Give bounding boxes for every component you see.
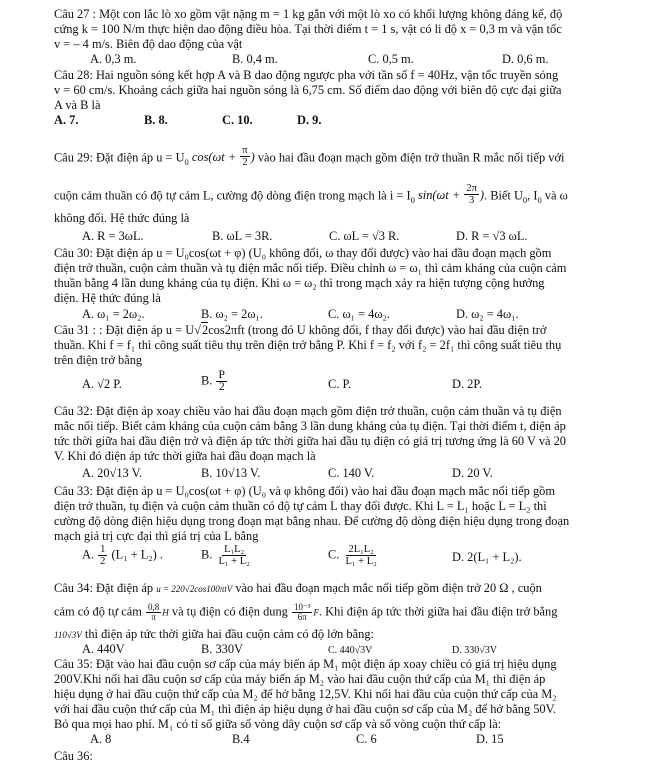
q33-option-a: A. $\frac{1}{2}$ (L₁ + L₂) . (82, 544, 163, 567)
q31-sqrt2: √2 (194, 323, 209, 337)
q30-option-c: C. ω₁ = 4ω₂. (328, 307, 390, 321)
q32-line2: mắc nối tiếp. Biết cảm kháng của cuộn cảm bằng 3 lần dung kháng của tụ điện. Tại thời điểm t, điện áp (54, 419, 566, 433)
q33-option-b: B. $\frac{\text{L₁L₂}}{\text{L₁ + L₂}}$ (201, 544, 250, 567)
q32-option-b: B. 10√13 V. (201, 466, 261, 480)
q33-line3: cường độ dòng điện hiệu dụng trong đoạn mạt bằng nhau. Để cường độ dòng điện hiệu dụng trong đoạn (54, 514, 570, 528)
q32-line1: Câu 32: Đặt điện áp xoay chiều vào hai đầu đoạn mạch gồm điện trở thuần, cuộn cảm thuần và tụ điện (54, 404, 562, 418)
q27-option-d: D. 0,6 m. (502, 52, 549, 66)
q32-line4: V. Khi đó điện áp tức thời giữa hai đầu đoạn mạch là (54, 449, 316, 463)
q29-line2: cuộn cảm thuần có độ tự cảm L, cường độ dòng điện trong mạch là $i = I_0$ sin(ωt + $\frac{2\pi}{3}$ ). Biết $U_0$, $I_0$ và ω (54, 183, 568, 206)
q27-option-c: C. 0,5 m. (368, 52, 414, 66)
q35-option-b: B.4 (232, 732, 250, 746)
q34-option-a: A. 440V (82, 642, 125, 656)
q35-option-c: C. 6 (356, 732, 377, 746)
q30-line4: điện. Hệ thức đúng là (54, 291, 161, 305)
q28-option-a: A. 7. (54, 113, 79, 127)
q29-option-c: C. ωL = √3 R. (329, 229, 400, 243)
q35-option-d: D. 15 (476, 732, 504, 746)
q33-option-c: C. $\frac{\text{2L₁L₂}}{\text{L₁ + L₂}}$ (328, 544, 377, 567)
q30-line1: Câu 30: Đặt điện áp u = U₀cos(ωt + φ) (U₀ không đổi, ω thay đổi được) vào hai đầu đoạn mạch gồm (54, 246, 552, 260)
q30-option-d: D. ω₂ = 4ω₁. (456, 307, 519, 321)
q34-line1: Câu 34: Đặt điện áp u = 220√2cos100πtV vào hai đầu đoạn mạch mắc nối tiếp gồm điện trở 20 Ω , cuộn (54, 581, 542, 595)
q35-line2: 200V.Khi nối hai đầu cuộn sơ cấp của máy biến áp M₂ vào hai đầu cuộn thứ cấp của M₁ thì điện áp (54, 672, 546, 686)
q35-line5: Bỏ qua mọi hao phí. M₁ có tỉ số giữa số vòng dây cuộn sơ cấp và số vòng cuộn thứ cấp là: (54, 717, 502, 731)
q33-line4: mạch giá trị cực đại thì giá trị của L bằng (54, 529, 259, 543)
q31-line3: trên điện trở bằng (54, 353, 143, 367)
q29-i-formula: sin(ωt + $\frac{2\pi}{3}$ ) (417, 183, 485, 206)
q28-line1: Câu 28: Hai nguồn sóng kết hợp A và B dao động ngược pha với tần số f = 40Hz, vận tốc truyền sóng (54, 68, 559, 82)
q29-option-d: D. R = √3 ωL. (456, 229, 528, 243)
q28-line3: A và B là (54, 98, 101, 112)
q32-option-d: D. 20 V. (452, 466, 493, 480)
q32-option-c: C. 140 V. (328, 466, 375, 480)
q29-option-b: B. ωL = 3R. (212, 229, 273, 243)
q29-u-formula: cos(ωt + $\frac{\pi}{2}$ ) (191, 145, 255, 168)
q30-option-a: A. ω₁ = 2ω₂. (82, 307, 145, 321)
q34-option-c: C. 440√3V (328, 645, 373, 656)
q33-line2: điện trở thuần, tụ điện và cuộn cảm thuần có độ tự cảm L thay đổi được. Khi L = L₁ hoặc L = L₂ thì (54, 499, 547, 513)
q32-option-a: A. 20√13 V. (82, 466, 143, 480)
q30-line2: điện trở thuần, cuộn cảm thuần và tụ điện mắc nối tiếp. Điều chỉnh ω = ω₁ thì cảm kháng của cuộn cảm (54, 261, 567, 275)
q31-option-a: A. √2 P. (82, 377, 122, 391)
q27-option-b: B. 0,4 m. (232, 52, 278, 66)
q35-line4: với hai đầu cuộn thứ cấp của M₁ thì điện áp hiệu dụng ở hai đầu cuộn sơ cấp của M₂ để hở bằng 50V. (54, 702, 557, 716)
q28-option-c: C. 10. (222, 113, 253, 127)
q27-line2: cứng k = 100 N/m thực hiện dao động điều hòa. Tại thời điểm t = 1 s, vật có li độ x = 0,3 m và vận tốc (54, 22, 562, 36)
q33-option-d: D. 2(L₁ + L₂). (452, 550, 522, 564)
q29-option-a: A. R = 3ωL. (82, 229, 144, 243)
q31-option-d: D. 2P. (452, 377, 482, 391)
q34-line3: 110√3V thì điện áp tức thời giữa hai đầu cuộn cảm có độ lớn bằng: (54, 627, 374, 641)
q31-line2: thuần. Khi f = f₁ thì công suất tiêu thụ trên điện trở bằng P. Khi f = f₂ với f₂ = 2f₁ thì công suất tiêu thụ (54, 338, 562, 352)
q34-option-d: D. 330√3V (452, 645, 497, 656)
q27-option-a: A. 0,3 m. (90, 52, 137, 66)
q31-option-c: C. P. (328, 377, 352, 391)
q28-option-d: D. 9. (297, 113, 322, 127)
q35-option-a: A. 8 (90, 732, 112, 746)
q27-line3: v = – 4 m/s. Biên độ dao động của vật (54, 37, 243, 51)
q30-option-b: B. ω₂ = 2ω₁. (201, 307, 263, 321)
q27-line1: Câu 27 : Một con lắc lò xo gồm vật nặng m = 1 kg gắn với một lò xo có khối lượng không đáng kể, độ (54, 7, 563, 21)
q34-line2: cảm có độ tự cảm $\frac{0,8}{\pi}$ H và tụ điện có điện dung $\frac{\text{10⁻³}}{6\pi}$ F. Khi điện áp tức thời giữa hai đầu điện trở bằng (54, 602, 558, 622)
q34-option-b: B. 330V (201, 642, 243, 656)
q29-line3: không đổi. Hệ thức đúng là (54, 211, 190, 225)
q33-line1: Câu 33: Đặt điện áp u = U₀cos(ωt + φ) (U₀ và φ không đổi) vào hai đầu đoạn mạch mắc nối tiếp gồm (54, 484, 556, 498)
q31-option-b: B. $\frac{P}{2}$ (201, 369, 225, 393)
q28-line2: v = 60 cm/s. Khoảng cách giữa hai nguồn sóng là 6,75 cm. Số điểm dao động với biên độ cực đại giữa (54, 83, 562, 97)
q29-line1: Câu 29: Đặt điện áp $u = U_0$ cos(ωt + $\frac{\pi}{2}$ ) vào hai đầu đoạn mạch gồm điện trở thuần R mắc nối tiếp với (54, 145, 565, 168)
q35-line1: Câu 35: Đặt vào hai đầu cuộn sơ cấp của máy biến áp M₁ một điện áp xoay chiều có giá trị hiệu dụng (54, 657, 557, 671)
q35-line3: hiệu dụng ở hai đầu cuộn thứ cấp của M₂ để hở bằng 12,5V. Khi nối hai đầu của cuộn thứ cấp của M₂ (54, 687, 557, 701)
q36-line1: Câu 36: (54, 749, 93, 763)
q28-option-b: B. 8. (144, 113, 168, 127)
q30-line3: thuần bằng 4 lần dung kháng của tụ điện. Khi ω = ω₂ thì trong mạch xảy ra hiện tượng cộng hưởng (54, 276, 545, 290)
q31-line1: Câu 31 : : Đặt điện áp u = U√2cos2πft (trong đó U không đổi, f thay đổi được) vào hai đầu điện trở (54, 323, 547, 337)
q32-line3: tức thời giữa hai đầu điện trở và điện áp tức thời giữa hai đầu tụ điện có giá trị tương ứng là 60 V và 20 (54, 434, 566, 448)
